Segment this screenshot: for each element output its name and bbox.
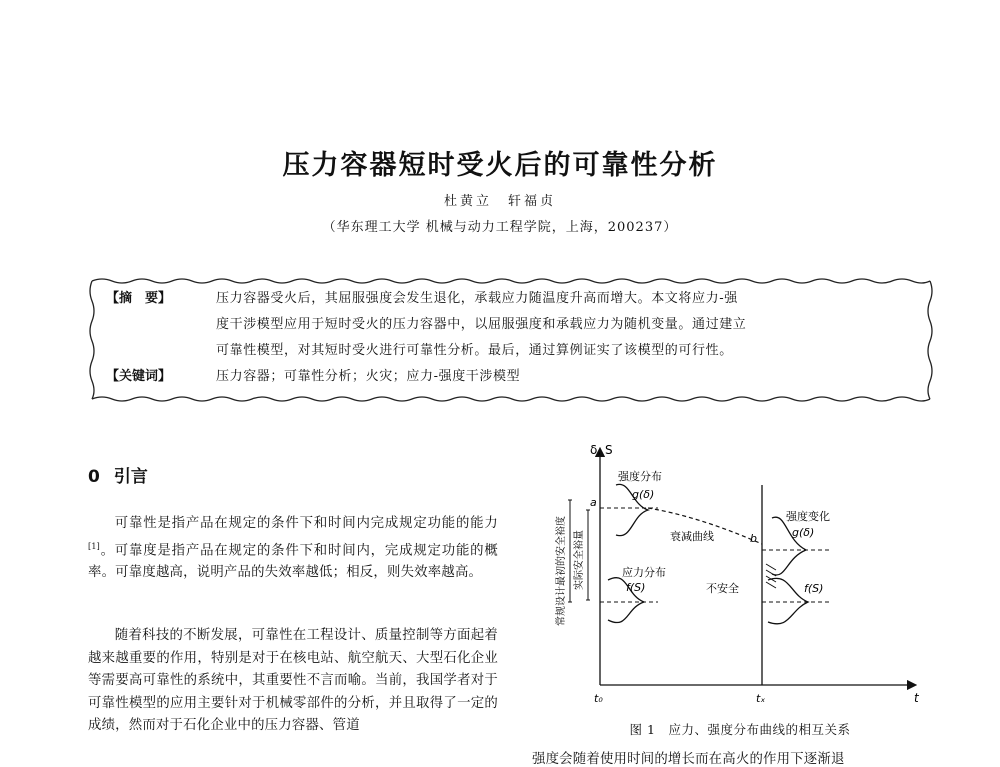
abstract-line: 度干涉模型应用于短时受火的压力容器中，以屈服强度和承载应力为随机变量。通过建立 (216, 317, 747, 332)
keywords-text: 压力容器；可靠性分析；火灾；应力-强度干涉模型 (216, 369, 521, 384)
abstract-line: 可靠性模型，对其短时受火进行可靠性分析。最后，通过算例证实了该模型的可行性。 (216, 343, 733, 358)
paper-affiliation: （华东理工大学 机械与动力工程学院，上海，200237） (322, 220, 678, 235)
paper-title: 压力容器短时受火后的可靠性分析 (282, 150, 718, 181)
label-g-delta-2: g(δ) (792, 526, 815, 539)
figure-1 (540, 440, 940, 715)
label-strength-change: 强度变化 (786, 510, 830, 523)
keywords-label: 【关键词】 (106, 369, 172, 384)
label-unsafe: 不安全 (706, 582, 739, 595)
label-f-s: f(S) (626, 581, 646, 594)
section-number: 0 (88, 467, 100, 487)
label-inner-margin: 实际安全裕量 (574, 530, 585, 590)
body-paragraph-2: 随着科技的不断发展，可靠性在工程设计、质量控制等方面起着越来越重要的作用，特别是对于在核电站、航空航天、大型石化企业等需要高可靠性的系统中，其重要性不言而喻。当前，我国学者对于可靠性模型的应用主要针对于机械零部件的分析，并且取得了一定的成绩，然而对于石化企业中的压力容器、管道 (88, 628, 498, 733)
stress-curve-at-tx (768, 578, 808, 624)
label-a: a (590, 496, 597, 509)
section-heading (88, 462, 148, 487)
figure-caption: 图 1 应力、强度分布曲线的相互关系 (629, 722, 851, 737)
label-f-s-2: f(S) (804, 582, 824, 595)
abstract-box (88, 276, 934, 404)
p1-text-b: 。可靠度是指产品在规定的条件下和时间内，完成规定功能的概率。可靠度越高，说明产品的失效率越低；相反，则失效率越高。 (88, 542, 498, 581)
p1-text-a: 可靠性是指产品在规定的条件下和时间内完成规定功能的能力 (114, 516, 498, 531)
label-t-axis: t (914, 691, 919, 705)
label-decay-curve: 衰减曲线 (670, 530, 714, 543)
label-b: b (750, 532, 757, 545)
label-t0: t₀ (594, 692, 603, 705)
label-g-delta: g(δ) (632, 488, 655, 501)
right-column-fragment: 强度会随着使用时间的增长而在高火的作用下逐渐退 (532, 752, 845, 767)
label-strength-dist: 强度分布 (618, 470, 662, 483)
label-stress-dist: 应力分布 (622, 566, 666, 579)
label-outer-margin: 常规设计最初的安全裕度 (556, 516, 567, 626)
body-paragraph-1 (88, 513, 498, 585)
abstract-label: 【摘 要】 (106, 291, 172, 306)
citation-ref: [1] (88, 541, 100, 551)
section-title: 引言 (113, 467, 148, 487)
label-delta-s: δ, S (590, 443, 613, 457)
paper-authors: 杜黄立 轩福贞 (443, 194, 556, 209)
label-tx: tₓ (756, 692, 766, 705)
abstract-line: 压力容器受火后，其屈服强度会发生退化，承载应力随温度升高而增大。本文将应力-强 (216, 291, 738, 306)
unsafe-hatch (766, 564, 776, 588)
